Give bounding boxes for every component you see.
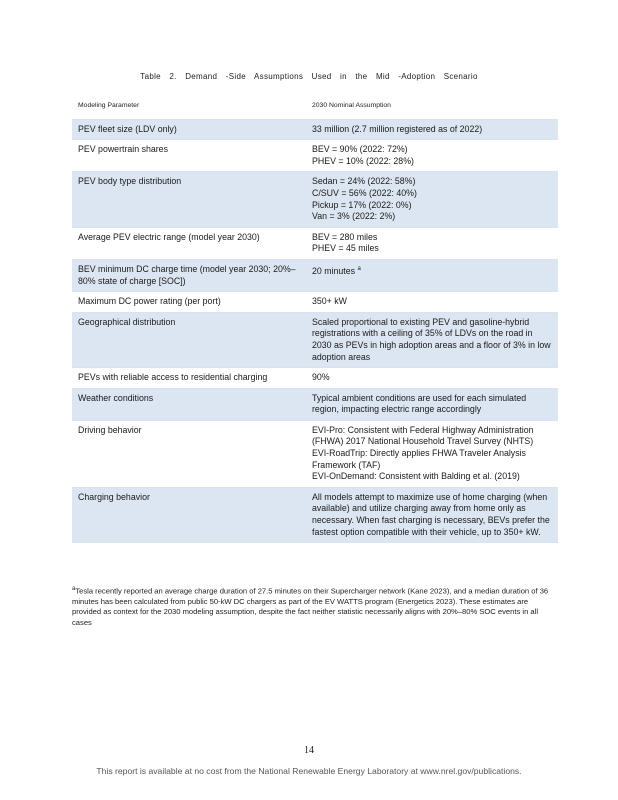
assumption-text: 20 minutes bbox=[312, 265, 356, 276]
assumption-text: All models attempt to maximize use of home charging (when available) and utilize charging away from home only as necessary. When fast charging is necessary, BEVs prefer the fastest option compatible with their vehicle, up to 350+ kW. bbox=[312, 491, 550, 537]
assumption-text: C/SUV = 56% (2022: 40%) bbox=[312, 187, 417, 198]
assumption-text: 33 million (2.7 million registered as of 2022) bbox=[312, 123, 483, 134]
footnote-reference: a bbox=[357, 265, 361, 272]
assumption-line bbox=[312, 243, 552, 255]
table-row bbox=[72, 487, 558, 542]
assumption-text: EVI-RoadTrip: Directly applies FHWA Traveler Analysis Framework (TAF) bbox=[312, 448, 526, 470]
assumption-cell bbox=[306, 487, 558, 542]
table-row bbox=[72, 119, 558, 140]
table-row bbox=[72, 259, 558, 291]
assumption-line bbox=[312, 144, 552, 156]
page-number: 14 bbox=[304, 745, 314, 756]
assumption-line bbox=[312, 211, 552, 223]
assumption-text: BEV = 90% (2022: 72%) bbox=[312, 144, 408, 155]
assumption-cell bbox=[306, 420, 558, 487]
assumption-text: PHEV = 45 miles bbox=[312, 243, 379, 254]
parameter-cell: PEV body type distribution bbox=[72, 172, 306, 227]
table-row bbox=[72, 368, 558, 389]
header-nominal-assumption: 2030 Nominal Assumption bbox=[306, 94, 558, 119]
table-row bbox=[72, 420, 558, 487]
assumption-text: Typical ambient conditions are used for each simulated region, impacting electric range accordingly bbox=[312, 392, 527, 415]
assumption-text: Scaled proportional to existing PEV and gasoline-hybrid registrations with a ceiling of 35% of LDVs on the road in 2030 as PEVs in high adoption areas and a floor of 3% in low adoption areas bbox=[312, 316, 551, 362]
parameter-cell: PEV powertrain shares bbox=[78, 144, 168, 155]
page-footer: This report is available at no cost from the National Renewable Energy Laboratory at www.nrel.gov/publications. bbox=[96, 766, 522, 776]
assumption-text: Pickup = 17% (2022: 0%) bbox=[312, 199, 412, 210]
assumption-line bbox=[312, 156, 552, 168]
assumption-text: PHEV = 10% (2022: 28%) bbox=[312, 155, 414, 166]
table-row bbox=[72, 140, 558, 172]
assumption-line bbox=[312, 425, 552, 448]
parameter-cell: Weather conditions bbox=[72, 388, 306, 420]
parameter-cell: PEVs with reliable access to residential charging bbox=[78, 372, 268, 383]
table-caption: Table 2. Demand -Side Assumptions Used in the Mid -Adoption Scenario bbox=[140, 72, 478, 81]
assumption-line bbox=[312, 471, 552, 483]
assumption-line bbox=[312, 317, 552, 363]
assumption-text: 90% bbox=[312, 372, 330, 383]
demand-assumptions-table bbox=[72, 94, 558, 543]
footnote-text: Tesla recently reported an average charge duration of 27.5 minutes on their Supercharger network (Kane 2023), and a median duration of 36 minutes has been calculated from public 50-kW DC chargers as part of the EV WATTS program (Energetics 2023). These estimates are provided as context for the 2030 modeling assumption, despite the fact neither statistic necessarily aligns with 20%–80% SOC events in all cases bbox=[72, 586, 549, 627]
footnote-marker: a bbox=[72, 586, 76, 592]
assumption-text: EVI-OnDemand: Consistent with Balding et al. (2019) bbox=[312, 471, 520, 482]
header-modeling-parameter: Modeling Parameter bbox=[72, 94, 306, 119]
table-row bbox=[72, 172, 558, 227]
assumption-text: Sedan = 24% (2022: 58%) bbox=[312, 176, 416, 187]
assumption-line bbox=[312, 232, 552, 244]
parameter-cell: Charging behavior bbox=[72, 487, 306, 542]
assumption-line bbox=[312, 372, 552, 384]
table-row bbox=[72, 388, 558, 420]
assumption-line bbox=[312, 296, 552, 308]
assumption-cell bbox=[306, 227, 558, 259]
assumption-cell bbox=[306, 140, 558, 172]
assumption-line bbox=[312, 188, 552, 200]
assumption-line bbox=[312, 393, 552, 416]
assumption-text: 350+ kW bbox=[312, 296, 347, 307]
assumption-cell bbox=[306, 292, 558, 313]
assumption-cell bbox=[306, 259, 558, 291]
parameter-cell: Average PEV electric range (model year 2030) bbox=[78, 231, 260, 242]
table-header-row bbox=[72, 94, 558, 119]
assumption-line bbox=[312, 492, 552, 538]
assumption-line bbox=[312, 200, 552, 212]
assumption-text: EVI-Pro: Consistent with Federal Highway Administration (FHWA) 2017 National Household Travel Survey (NHTS) bbox=[312, 424, 534, 447]
assumption-line bbox=[312, 124, 552, 136]
parameter-cell: Geographical distribution bbox=[72, 312, 306, 367]
parameter-cell: Maximum DC power rating (per port) bbox=[78, 296, 221, 307]
parameter-cell: BEV minimum DC charge time (model year 2030; 20%–80% state of charge [SOC]) bbox=[72, 259, 306, 291]
assumption-cell bbox=[306, 388, 558, 420]
assumption-text: BEV = 280 miles bbox=[312, 231, 378, 242]
assumption-line bbox=[312, 176, 552, 188]
assumption-cell bbox=[306, 172, 558, 227]
parameter-cell: PEV fleet size (LDV only) bbox=[72, 119, 306, 140]
assumption-text: Van = 3% (2022: 2%) bbox=[312, 211, 396, 222]
footnote bbox=[72, 584, 552, 628]
parameter-cell: Driving behavior bbox=[78, 424, 142, 435]
table-row bbox=[72, 227, 558, 259]
assumption-cell bbox=[306, 119, 558, 140]
table-row bbox=[72, 292, 558, 313]
assumption-line bbox=[312, 264, 552, 278]
assumption-cell bbox=[306, 312, 558, 367]
assumption-line bbox=[312, 448, 552, 471]
assumption-cell bbox=[306, 368, 558, 389]
table-row bbox=[72, 312, 558, 367]
